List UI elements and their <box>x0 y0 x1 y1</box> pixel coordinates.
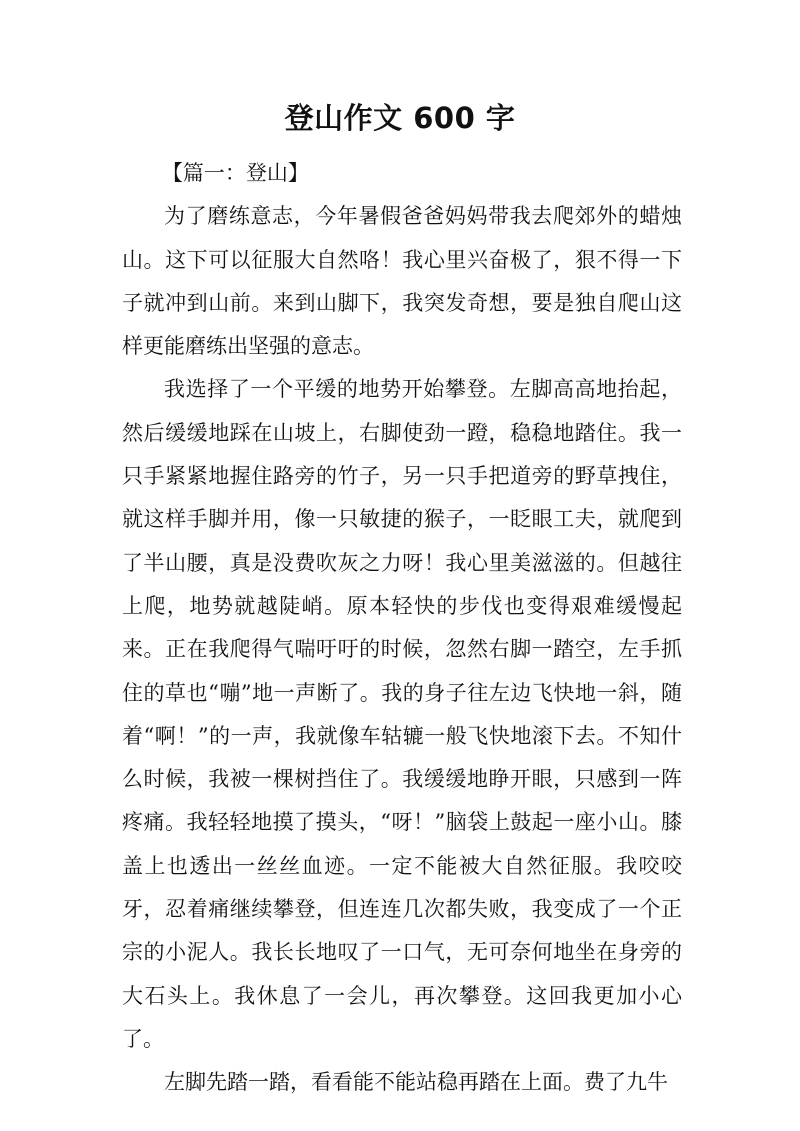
section-heading: 【篇一：登山】 <box>161 161 309 185</box>
document-title: 登山作文 600 字 <box>284 101 516 135</box>
paragraph-1: 为了磨练意志，今年暑假爸爸妈妈带我去爬郊外的蜡烛山。这下可以征服大自然咯！我心里兴奋极了，狠不得一下子就冲到山前。来到山脚下，我突发奇想，要是独自爬山这样更能磨练出坚强的意志。 <box>122 204 682 359</box>
paragraph-2: 我选择了一个平缓的地势开始攀登。左脚高高地抬起，然后缓缓地踩在山坡上，右脚使劲一蹬，稳稳地踏住。我一只手紧紧地握住路旁的竹子，另一只手把道旁的野草拽住，就这样手脚并用，像一只敏捷的猴子，一眨眼工夫，就爬到了半山腰，真是没费吹灰之力呀！我心里美滋滋的。但越往上爬，地势就越陡峭。原本轻快的步伐也变得艰难缓慢起来。正在我爬得气喘吁吁的时候，忽然右脚一踏空，左手抓住的草也“嘣”地一声断了。我的身子往左边飞快地一斜，随着“啊！”的一声，我就像车轱辘一般飞快地滚下去。不知什么时候，我被一棵树挡住了。我缓缓地睁开眼，只感到一阵疼痛。我轻轻地摸了摸头，“呀！”脑袋上鼓起一座小山。膝盖上也透出一丝丝血迹。一定不能被大自然征服。我咬咬牙，忍着痛继续攀登，但连连几次都失败，我变成了一个正宗的小泥人。我长长地叹了一口气，无可奈何地坐在身旁的大石头上。我休息了一会儿，再次攀登。这回我更加小心了。 <box>122 377 682 1051</box>
document-body <box>122 152 682 1105</box>
paragraph-3: 左脚先踏一踏，看看能不能站稳再踏在上面。费了九牛 <box>164 1070 668 1095</box>
